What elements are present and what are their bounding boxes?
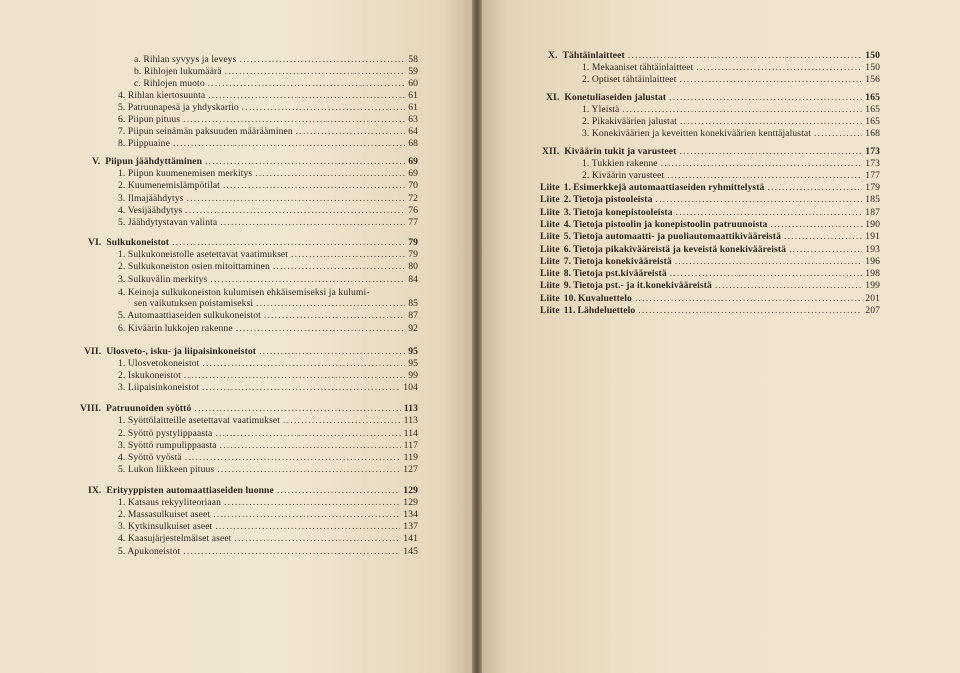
toc-entry bbox=[118, 452, 418, 464]
entry-title: 7. Piipun seinämän paksuuden määrääminen bbox=[118, 126, 293, 137]
dot-leader bbox=[622, 104, 862, 116]
toc-entry bbox=[118, 497, 418, 509]
entry-title: 1. Katsaus rekyyliteoriaan bbox=[118, 497, 222, 508]
toc-entry bbox=[118, 521, 418, 533]
toc-entry bbox=[118, 509, 418, 521]
toc-entry bbox=[134, 66, 418, 78]
dot-leader bbox=[264, 310, 405, 322]
entry-title: 3. Kytkinsulkuiset aseet bbox=[118, 521, 213, 532]
appendix-number: 6. bbox=[563, 243, 572, 255]
dot-leader bbox=[814, 128, 862, 140]
toc-entry bbox=[582, 74, 880, 86]
page-number: 85 bbox=[408, 298, 418, 309]
entry-title: 6. Piipun pituus bbox=[118, 114, 181, 125]
toc-entry bbox=[582, 116, 880, 128]
appendix-number: 7. bbox=[563, 255, 572, 267]
toc-entry bbox=[118, 274, 418, 286]
page-number: 95 bbox=[408, 346, 418, 357]
entry-title: 2. Optiset tähtäinlaitteet bbox=[582, 74, 677, 85]
appendix-prefix: Liite bbox=[540, 231, 560, 243]
entry-title: 2. Kiväärin varusteet bbox=[582, 170, 665, 181]
toc-entry bbox=[118, 193, 418, 205]
page-number: 173 bbox=[865, 158, 880, 169]
dot-leader bbox=[767, 182, 862, 194]
page-number: 114 bbox=[403, 428, 418, 439]
entry-title: 5. Jäähdytystavan valinta bbox=[118, 217, 218, 228]
entry-title: 2. Sulkukoneiston osien mitoittaminen bbox=[118, 261, 270, 272]
entry-title: 1. Piipun kuumenemisen merkitys bbox=[118, 168, 253, 179]
page-number: 173 bbox=[865, 146, 880, 157]
entry-title: 3. Konekiväärien ja keveitten konekiväärien kenttäjalustat bbox=[582, 128, 812, 139]
page-number: 117 bbox=[403, 440, 418, 451]
entry-title: 3. Sulkuvälin merkitys bbox=[118, 274, 208, 285]
page-number: 129 bbox=[403, 485, 418, 496]
entry-title: 5. Lukon liikkeen pituus bbox=[118, 464, 215, 475]
page-number: 177 bbox=[865, 170, 880, 181]
entry-title: Piipun jäähdyttäminen bbox=[105, 156, 203, 167]
page-number: 79 bbox=[408, 249, 418, 260]
entry-title: Tietoja konekivääreistä bbox=[573, 255, 672, 267]
dot-leader bbox=[236, 323, 406, 335]
entry-title: Tietoja pst.- ja it.konekivääreistä bbox=[573, 280, 712, 292]
dot-leader bbox=[185, 452, 401, 464]
page-number: 190 bbox=[865, 218, 880, 230]
entry-title: Esimerkkejä automaattiaseiden ryhmittelystä bbox=[573, 182, 765, 193]
page-number: 64 bbox=[408, 126, 418, 137]
entry-title: Lähdeluettelo bbox=[577, 305, 636, 316]
toc-entry bbox=[118, 382, 418, 394]
chapter-number: VI. bbox=[88, 237, 102, 248]
toc-entry bbox=[118, 205, 418, 217]
page-number: 60 bbox=[408, 78, 418, 89]
appendix-prefix: Liite bbox=[540, 255, 560, 267]
page-number: 199 bbox=[865, 280, 880, 292]
page-number: 127 bbox=[403, 464, 418, 475]
page-number: 207 bbox=[865, 305, 880, 316]
toc-entry bbox=[118, 440, 418, 452]
page-number: 68 bbox=[408, 138, 418, 149]
page-number: 196 bbox=[865, 255, 880, 267]
page-number: 168 bbox=[865, 128, 880, 139]
entry-title: Tietoja pistooleista bbox=[573, 194, 653, 206]
entry-title: Tietoja pistoolin ja konepistoolin patruunoista bbox=[573, 218, 768, 230]
entry-title: 1. Yleistä bbox=[582, 104, 620, 115]
toc-entry bbox=[118, 168, 418, 180]
page-number: 76 bbox=[408, 205, 418, 216]
page-number: 92 bbox=[408, 323, 418, 334]
chapter-number: XII. bbox=[542, 146, 560, 157]
appendix-entry bbox=[540, 244, 880, 256]
dot-leader bbox=[173, 138, 405, 150]
chapter-number: XI. bbox=[546, 92, 560, 103]
toc-chapter-heading bbox=[546, 92, 880, 104]
appendix-number: 8. bbox=[563, 268, 572, 280]
page-number: 79 bbox=[408, 237, 418, 248]
appendix-number: 1. bbox=[563, 182, 572, 193]
dot-leader bbox=[676, 207, 863, 219]
chapter-number: IX. bbox=[88, 485, 102, 496]
appendix-number: 2. bbox=[563, 194, 572, 206]
appendix-number: 9. bbox=[563, 280, 572, 292]
chapter-number: X. bbox=[548, 50, 558, 61]
dot-leader bbox=[187, 193, 406, 205]
page-number: 87 bbox=[408, 310, 418, 321]
dot-leader bbox=[208, 90, 405, 102]
page-number: 165 bbox=[865, 104, 880, 115]
entry-title: 5. Automaattiaseiden sulkukoneistot bbox=[118, 310, 261, 321]
page-number: 104 bbox=[403, 382, 418, 393]
entry-title: 4. Kaasujärjestelmäiset aseet bbox=[118, 533, 232, 544]
toc-entry bbox=[118, 90, 418, 102]
entry-title: 4. Syöttö vyöstä bbox=[118, 452, 182, 463]
page-number: 179 bbox=[865, 182, 880, 193]
toc-entry bbox=[134, 298, 418, 310]
page-number: 201 bbox=[865, 292, 880, 304]
dot-leader bbox=[184, 370, 405, 382]
entry-title: 1. Syöttölaitteille asetettavat vaatimukset bbox=[118, 415, 281, 426]
page-number: 80 bbox=[408, 261, 418, 272]
dot-leader bbox=[680, 116, 862, 128]
page-number: 187 bbox=[865, 206, 880, 218]
page-number: 70 bbox=[408, 180, 418, 191]
toc-chapter-heading bbox=[548, 50, 880, 62]
toc-entry bbox=[118, 323, 418, 335]
appendix-number: 10. bbox=[563, 292, 576, 304]
chapter-number: V. bbox=[92, 156, 101, 167]
page-number: 59 bbox=[408, 66, 418, 77]
dot-leader bbox=[661, 158, 863, 170]
page-number: 63 bbox=[408, 114, 418, 125]
page-number: 119 bbox=[403, 452, 418, 463]
dot-leader bbox=[283, 415, 401, 427]
page-number: 95 bbox=[408, 358, 418, 369]
dot-leader bbox=[185, 205, 405, 217]
appendix-prefix: Liite bbox=[540, 206, 560, 218]
toc-entry bbox=[118, 310, 418, 322]
entry-title: 4. Keinoja sulkukoneiston kulumisen ehkäisemiseksi ja kulumi- bbox=[118, 287, 370, 298]
entry-title: Erityyppisten automaattiaseiden luonne bbox=[106, 485, 274, 496]
toc-entry bbox=[118, 358, 418, 370]
page-number: 58 bbox=[408, 54, 418, 65]
dot-leader bbox=[784, 231, 862, 243]
entry-title: 6. Kiväärin lukkojen rakenne bbox=[118, 323, 233, 334]
dot-leader bbox=[679, 146, 862, 158]
toc-entry bbox=[582, 104, 880, 116]
dot-leader bbox=[256, 298, 405, 310]
page-number: 129 bbox=[403, 497, 418, 508]
entry-title: c. Rihlojen muoto bbox=[134, 78, 205, 89]
dot-leader bbox=[680, 74, 863, 86]
toc-entry bbox=[582, 170, 880, 182]
page-number: 61 bbox=[408, 90, 418, 101]
book-gutter bbox=[472, 0, 482, 673]
toc-entry bbox=[118, 261, 418, 273]
dot-leader bbox=[277, 485, 400, 497]
appendix-prefix: Liite bbox=[540, 243, 560, 255]
appendix-prefix: Liite bbox=[540, 182, 560, 193]
toc-chapter-heading bbox=[92, 156, 418, 168]
appendix-prefix: Liite bbox=[540, 268, 560, 280]
page-number: 69 bbox=[408, 156, 418, 167]
page-number: 137 bbox=[403, 521, 418, 532]
entry-title: 2. Kuumenemislämpötilat bbox=[118, 180, 220, 191]
entry-title: 5. Apukoneistot bbox=[118, 546, 181, 557]
toc-entry bbox=[118, 464, 418, 476]
dot-leader bbox=[240, 54, 406, 66]
toc-entry bbox=[134, 54, 418, 66]
entry-title: 3. Syöttö rumpulippaasta bbox=[118, 440, 217, 451]
appendix-entry bbox=[540, 256, 880, 268]
toc-entry bbox=[118, 114, 418, 126]
dot-leader bbox=[202, 358, 405, 370]
toc-entry bbox=[118, 428, 418, 440]
toc-entry bbox=[118, 533, 418, 545]
appendix-prefix: Liite bbox=[540, 280, 560, 292]
dot-leader bbox=[215, 521, 400, 533]
toc-entry bbox=[118, 249, 418, 261]
dot-leader bbox=[208, 78, 405, 90]
entry-title: Sulkukoneistot bbox=[106, 237, 170, 248]
page-number: 99 bbox=[408, 370, 418, 381]
appendix-prefix: Liite bbox=[540, 194, 560, 206]
dot-leader bbox=[224, 497, 400, 509]
appendix-entry bbox=[540, 305, 880, 317]
entry-title: Tähtäinlaitteet bbox=[562, 50, 625, 61]
entry-title: 1. Mekaaniset tähtäinlaitteet bbox=[582, 62, 694, 73]
entry-title: 5. Patruunapesä ja yhdyskartio bbox=[118, 102, 239, 113]
toc-entry bbox=[118, 126, 418, 138]
page-number: 69 bbox=[408, 168, 418, 179]
dot-leader bbox=[259, 346, 405, 358]
entry-title: Kuvaluettelo bbox=[577, 292, 632, 304]
page-number: 61 bbox=[408, 102, 418, 113]
entry-title: 4. Vesijäähdytys bbox=[118, 205, 183, 216]
chapter-number: VIII. bbox=[80, 403, 102, 414]
page-number: 72 bbox=[408, 193, 418, 204]
page-number: 150 bbox=[865, 50, 880, 61]
page-number: 113 bbox=[403, 415, 418, 426]
appendix-number: 4. bbox=[563, 218, 572, 230]
toc-entry bbox=[118, 370, 418, 382]
dot-leader bbox=[234, 533, 400, 545]
toc-entry bbox=[118, 546, 418, 558]
page-number: 150 bbox=[865, 62, 880, 73]
toc-chapter-heading bbox=[84, 346, 418, 358]
chapter-number: VII. bbox=[84, 346, 102, 357]
toc-entry bbox=[118, 102, 418, 114]
dot-leader bbox=[220, 217, 405, 229]
entry-title: Tietoja automaatti- ja puoliautomaattikivääreistä bbox=[573, 231, 781, 243]
dot-leader bbox=[789, 244, 862, 256]
dot-leader bbox=[273, 261, 405, 273]
entry-title: 2. Syöttö pystylippaasta bbox=[118, 428, 213, 439]
dot-leader bbox=[291, 249, 405, 261]
entry-title: Konetuliaseiden jalustat bbox=[564, 92, 667, 103]
entry-title: 1. Ulosvetokoneistot bbox=[118, 358, 200, 369]
toc-chapter-heading bbox=[88, 485, 418, 497]
dot-leader bbox=[210, 274, 405, 286]
toc-entry bbox=[582, 62, 880, 74]
page-number: 165 bbox=[865, 116, 880, 127]
entry-title: Tietoja pst.kivääreistä bbox=[573, 268, 667, 280]
dot-leader bbox=[183, 114, 405, 126]
entry-title: 8. Piippuaine bbox=[118, 138, 170, 149]
appendix-entry bbox=[540, 219, 880, 231]
toc-entry bbox=[118, 138, 418, 150]
dot-leader bbox=[296, 126, 405, 138]
appendix-number: 5. bbox=[563, 231, 572, 243]
toc-chapter-heading bbox=[80, 403, 418, 415]
appendix-entry bbox=[540, 207, 880, 219]
dot-leader bbox=[638, 305, 862, 317]
toc-entry bbox=[118, 180, 418, 192]
appendix-prefix: Liite bbox=[540, 218, 560, 230]
dot-leader bbox=[255, 168, 405, 180]
page-number: 156 bbox=[865, 74, 880, 85]
toc-entry bbox=[134, 78, 418, 90]
entry-title: Patruunoiden syöttö bbox=[106, 403, 192, 414]
dot-leader bbox=[670, 268, 863, 280]
appendix-number: 3. bbox=[563, 206, 572, 218]
appendix-number: 11. bbox=[563, 305, 576, 316]
appendix-entry bbox=[540, 268, 880, 280]
appendix-entry bbox=[540, 182, 880, 194]
appendix-entry bbox=[540, 194, 880, 206]
dot-leader bbox=[215, 428, 400, 440]
page-number: 198 bbox=[865, 268, 880, 280]
page-number: 165 bbox=[865, 92, 880, 103]
entry-title: sen vaikutuksen poistamiseksi bbox=[134, 298, 254, 309]
page-number: 84 bbox=[408, 274, 418, 285]
dot-leader bbox=[225, 66, 406, 78]
toc-entry bbox=[118, 415, 418, 427]
entry-title: Ulosveto-, isku- ja liipaisinkoneistot bbox=[106, 346, 257, 357]
page-number: 145 bbox=[403, 546, 418, 557]
dot-leader bbox=[217, 464, 400, 476]
dot-leader bbox=[696, 62, 862, 74]
toc-entry bbox=[582, 158, 880, 170]
entry-title: 2. Massasulkuiset aseet bbox=[118, 509, 211, 520]
dot-leader bbox=[635, 293, 862, 305]
page-number: 134 bbox=[403, 509, 418, 520]
dot-leader bbox=[172, 237, 405, 249]
dot-leader bbox=[194, 403, 400, 415]
appendix-entry bbox=[540, 231, 880, 243]
toc-chapter-heading bbox=[88, 237, 418, 249]
entry-title: a. Rihlan syvyys ja leveys bbox=[134, 54, 237, 65]
page-number: 191 bbox=[865, 231, 880, 243]
page-number: 193 bbox=[865, 243, 880, 255]
toc-entry bbox=[582, 128, 880, 140]
dot-leader bbox=[655, 194, 862, 206]
dot-leader bbox=[202, 382, 400, 394]
page-number: 185 bbox=[865, 194, 880, 206]
page-number: 141 bbox=[403, 533, 418, 544]
entry-title: 1. Tukkien rakenne bbox=[582, 158, 658, 169]
entry-title: 4. Rihlan kiertosuunta bbox=[118, 90, 206, 101]
dot-leader bbox=[667, 170, 862, 182]
dot-leader bbox=[242, 102, 405, 114]
appendix-entry bbox=[540, 293, 880, 305]
dot-leader bbox=[183, 546, 400, 558]
entry-title: 2. Pikakiväärien jalustat bbox=[582, 116, 677, 127]
dot-leader bbox=[770, 219, 862, 231]
dot-leader bbox=[628, 50, 863, 62]
dot-leader bbox=[205, 156, 405, 168]
entry-title: 2. Iskukoneistot bbox=[118, 370, 181, 381]
entry-title: b. Rihlojen lukumäärä bbox=[134, 66, 222, 77]
appendix-prefix: Liite bbox=[540, 305, 560, 316]
appendix-prefix: Liite bbox=[540, 292, 560, 304]
entry-title: Tietoja konepistooleista bbox=[573, 206, 673, 218]
dot-leader bbox=[715, 280, 862, 292]
entry-title: 1. Sulkukoneistolle asetettavat vaatimukset bbox=[118, 249, 289, 260]
entry-title: 3. Ilmajäähdytys bbox=[118, 193, 184, 204]
entry-title: 3. Liipaisinkoneistot bbox=[118, 382, 199, 393]
dot-leader bbox=[220, 440, 401, 452]
page-number: 113 bbox=[403, 403, 418, 414]
page-number: 77 bbox=[408, 217, 418, 228]
toc-chapter-heading bbox=[542, 146, 880, 158]
dot-leader bbox=[669, 92, 862, 104]
entry-title: Tietoja pikakivääreistä ja keveistä konekivääreistä bbox=[573, 243, 787, 255]
entry-title: Kiväärin tukit ja varusteet bbox=[564, 146, 677, 157]
dot-leader bbox=[223, 180, 405, 192]
appendix-entry bbox=[540, 280, 880, 292]
toc-entry bbox=[118, 217, 418, 229]
dot-leader bbox=[675, 256, 863, 268]
dot-leader bbox=[213, 509, 400, 521]
